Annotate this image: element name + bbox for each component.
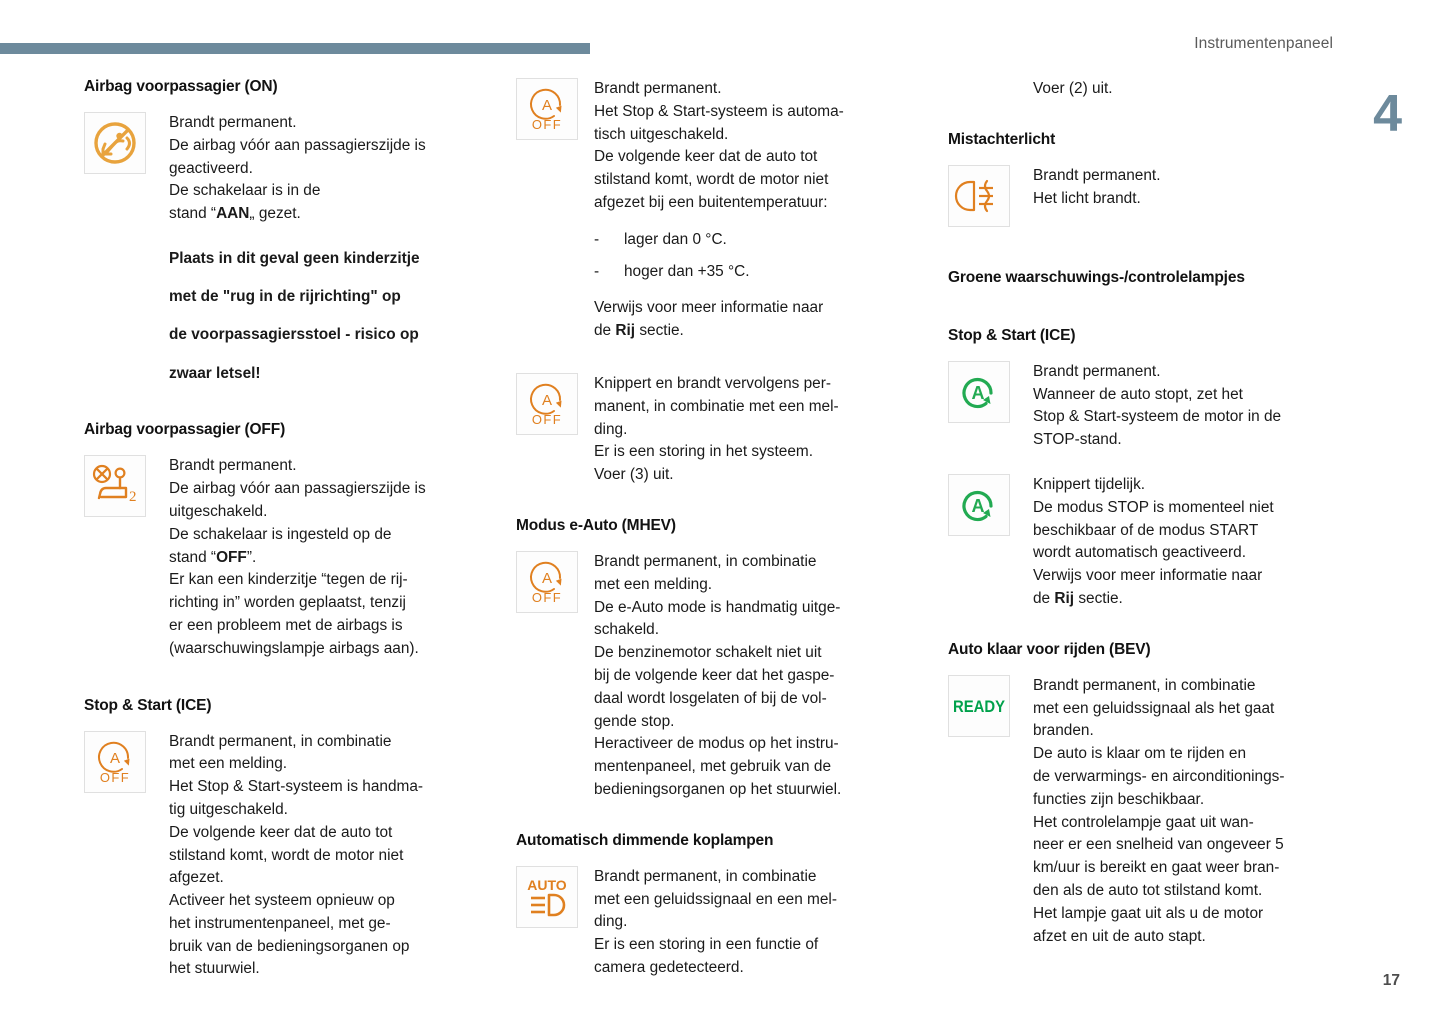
line: het stuurwiel. [169,960,260,978]
svg-text:A: A [541,391,553,409]
icon-cell [84,455,148,517]
rear-fog-light-icon [948,165,1010,227]
line: de verwarmings- en airconditionings- [1033,767,1285,785]
page-header-title: Instrumentenpaneel [1194,35,1333,52]
bullet-text: lager dan 0 °C. [624,230,727,248]
svg-text:OFF: OFF [531,117,563,132]
entry-rear-fog [948,165,1348,227]
icon-cell [516,866,580,928]
ref-section: Rij [615,322,636,340]
column-middle [516,78,920,1003]
heading-stop-start-ice-right: Stop & Start (ICE) [948,326,1076,344]
entry-text [594,551,920,802]
line: tisch uitgeschakeld. [594,125,729,143]
line: met een geluidssignaal en een mel- [594,890,837,908]
line: met een melding. [594,575,713,593]
line: met een geluidssignaal als het gaat [1033,699,1275,717]
line: Knippert tijdelijk. [1033,475,1146,493]
icon-cell [84,731,148,793]
line: km/uur is bereikt en gaat weer bran- [1033,859,1280,877]
entry-text [169,731,504,982]
line: manent, in combinatie met een mel- [594,397,839,415]
line: Brandt permanent. [169,114,297,131]
line: stilstand komt, wordt de motor niet [594,171,829,189]
entry-stop-start-manual [84,731,504,982]
chapter-number: 4 [1373,85,1402,143]
entry-text [594,78,920,343]
entry-stop-start-fault [516,373,920,487]
ref-prefix: de [1033,589,1055,607]
voer-line: Voer (2) uit. [1033,80,1113,97]
line-stand [169,203,504,226]
line-ref [594,320,920,343]
auto-high-beam-icon [516,866,578,928]
svg-text:A: A [109,749,121,767]
line: gende stop. [594,712,675,730]
icon-cell [948,165,1012,227]
ready-icon [948,675,1010,737]
line: De schakelaar is ingesteld op de [169,525,392,543]
line: Het Stop & Start-systeem is handma- [169,778,424,796]
line: Knippert en brandt vervolgens per- [594,374,831,392]
icon-cell [948,474,1012,536]
line: mentenpaneel, met gebruik van de [594,758,831,776]
bullet-dash: - [594,230,600,248]
entry-auto-dim [516,866,920,980]
line: De schakelaar is in de [169,182,321,200]
airbag-off-icon [84,455,146,517]
line-ref [1033,588,1348,611]
line: afgezet bij een buitentemperatuur: [594,193,828,211]
stand-value: OFF [216,548,247,566]
heading-stop-start-ice-left: Stop & Start (ICE) [84,696,212,714]
line: stilstand komt, wordt de motor niet [169,846,404,864]
stand-suffix: „ gezet. [249,205,301,223]
entry-airbag-on [84,112,504,226]
line: afzet en uit de auto stapt. [1033,927,1206,945]
line: Activeer het systeem opnieuw op [169,892,395,910]
line: tig uitgeschakeld. [169,800,288,818]
line: Brandt permanent, in combinatie [1033,676,1256,694]
entry-text [1033,675,1348,949]
line: Het Stop & Start-systeem is automa- [594,102,844,120]
line: Er is een storing in het systeem. [594,443,813,461]
page-number: 17 [1382,972,1400,989]
line: Er is een storing in een functie of [594,936,819,954]
line: Plaats in dit geval geen kinderzitje [169,249,420,267]
line: neer er een snelheid van ongeveer 5 [1033,836,1284,854]
line: geactiveerd. [169,159,253,177]
svg-text:2: 2 [129,489,137,506]
line: richting in” worden geplaatst, tenzij [169,594,406,612]
header-rule [0,43,590,54]
entry-text [594,866,920,980]
entry-stop-start-blink [948,474,1348,611]
entry-stop-start-on [948,361,1348,452]
entry-text [169,112,504,226]
heading-auto-klaar-bev: Auto klaar voor rijden (BEV) [948,640,1151,658]
line: camera gedetecteerd. [594,958,744,976]
line: met de "rug in de rijrichting" op [169,288,401,306]
line: De modus STOP is momenteel niet [1033,498,1274,516]
line: uitgeschakeld. [169,502,268,520]
content-columns [0,78,1445,1003]
stand-suffix: ”. [246,548,257,566]
line: functies zijn beschikbaar. [1033,790,1205,808]
line: De airbag vóór aan passagierszijde is [169,136,426,154]
svg-text:OFF: OFF [99,769,131,785]
line: bij de volgende keer dat het gaspe- [594,666,835,684]
line: De volgende keer dat de auto tot [169,823,393,841]
line: Het licht brandt. [1033,189,1141,207]
line: beschikbaar of de modus START [1033,521,1259,539]
stop-start-off-icon [84,731,146,793]
line: schakeld. [594,621,660,639]
svg-text:A: A [971,495,985,516]
heading-modus-e-auto: Modus e-Auto (MHEV) [516,516,676,534]
line: daal wordt losgelaten of bij de vol- [594,689,827,707]
icon-cell [84,112,148,174]
line: Brandt permanent, in combinatie [169,732,392,750]
line: bedieningsorganen op het stuurwiel. [594,780,842,798]
line: Er kan een kinderzitje “tegen de rij- [169,571,408,589]
entry-airbag-off [84,455,504,660]
line-stand [169,547,504,570]
line: ding. [594,420,628,438]
entry-text [594,373,920,487]
line: bruik van de bedieningsorganen op [169,937,410,955]
line: Brandt permanent. [1033,362,1161,380]
svg-text:AUTO: AUTO [527,876,567,893]
stand-value: AAN [216,205,250,223]
ref-suffix: sectie. [635,322,684,340]
line: Het lampje gaat uit als u de motor [1033,904,1264,922]
line: het instrumentenpaneel, met ge- [169,914,391,932]
line: Brandt permanent, in combinatie [594,867,817,885]
line: STOP-stand. [1033,431,1122,449]
heading-groene-lampjes: Groene waarschuwings-/controlelampjes [948,268,1245,286]
line: zwaar letsel! [169,364,261,382]
svg-text:OFF: OFF [531,411,563,427]
ref-prefix: de [594,322,616,340]
icon-cell [516,373,580,435]
line: De volgende keer dat de auto tot [594,148,818,166]
icon-cell [948,675,1012,737]
line: De airbag vóór aan passagierszijde is [169,480,426,498]
column-right [948,78,1348,1003]
svg-text:A: A [541,569,553,587]
stand-prefix: stand “ [169,548,217,566]
stop-start-green-icon [948,361,1010,423]
entry-text [169,455,504,660]
icon-cell [516,78,580,140]
column-left [84,78,504,1003]
note-airbag-warning [169,248,504,385]
line: Het controlelampje gaat uit wan- [1033,813,1254,831]
line: Verwijs voor meer informatie naar [594,299,824,317]
entry-stop-start-auto [516,78,920,343]
entry-ready [948,675,1348,949]
list-item [594,261,920,284]
bullet-text: hoger dan +35 °C. [624,262,750,280]
heading-auto-dimming-headlamps: Automatisch dimmende koplampen [516,831,774,849]
ref-section: Rij [1054,589,1075,607]
svg-text:OFF: OFF [531,589,563,605]
line: De benzinemotor schakelt niet uit [594,644,822,662]
line: met een melding. [169,755,288,773]
stop-start-off-icon [516,551,578,613]
ref-suffix: sectie. [1074,589,1123,607]
stand-prefix: stand “ [169,205,217,223]
line: De auto is klaar om te rijden en [1033,745,1247,763]
line: branden. [1033,722,1094,740]
stop-start-off-icon [516,78,578,140]
entry-text [1033,165,1348,211]
line: De e-Auto mode is handmatig uitge- [594,598,841,616]
temperature-bullet-list [594,229,920,284]
line: Brandt permanent, in combinatie [594,552,817,570]
line: Brandt permanent. [1033,166,1161,184]
heading-airbag-on: Airbag voorpassagier (ON) [84,78,278,95]
stop-start-green-icon [948,474,1010,536]
line: Stop & Start-systeem de motor in de [1033,408,1282,426]
line: Heractiveer de modus op het instru- [594,735,839,753]
entry-e-auto [516,551,920,802]
bullet-dash: - [594,262,600,280]
svg-text:A: A [971,382,985,403]
entry-text [1033,361,1348,452]
line: de voorpassagiersstoel - risico op [169,326,419,344]
line: Brandt permanent. [169,457,297,475]
no-child-seat-airbag-on-icon [84,112,146,174]
svg-text:READY: READY [953,696,1006,716]
icon-cell [948,361,1012,423]
stop-start-off-icon [516,373,578,435]
line: Verwijs voor meer informatie naar [1033,567,1263,585]
svg-text:A: A [541,97,553,114]
heading-airbag-off: Airbag voorpassagier (OFF) [84,421,286,439]
line: ding. [594,913,628,931]
line: wordt automatisch geactiveerd. [1033,544,1247,562]
list-item [594,229,920,252]
entry-text [1033,474,1348,611]
line: den als de auto tot stilstand komt. [1033,881,1263,899]
line: (waarschuwingslampje airbags aan). [169,639,419,657]
line: Wanneer de auto stopt, zet het [1033,385,1243,403]
heading-mistachterlicht: Mistachterlicht [948,130,1056,148]
line: afgezet. [169,869,224,887]
line: Brandt permanent. [594,80,722,97]
line: Voer (3) uit. [594,466,674,484]
icon-cell [516,551,580,613]
line: er een probleem met de airbags is [169,616,403,634]
